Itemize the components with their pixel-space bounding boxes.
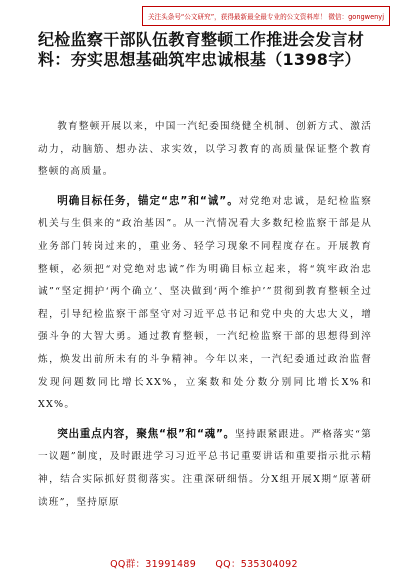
qq-group-number: QQ群：31991489: [110, 559, 197, 570]
intro-paragraph: 教育整顿开展以来，中国一汽纪委围绕健全机制、创新方式、激活动力，动脑筋、想办法、求实效，以学习教育的高质量保证整个教育整顿的高质量。: [38, 121, 372, 178]
section-2-body: 坚持跟紧跟进。严格落实“第一议题”制度，及时跟进学习习近平总书记重要讲话和重要指示批示精神，结合实际抓好贯彻落实。注重深研细悟。分X组开展X期“原著研读班”，坚持原原: [38, 428, 372, 508]
contact-footer: [0, 556, 408, 570]
qq-number: QQ：535304092: [215, 559, 298, 570]
document-body: [38, 116, 372, 514]
section-1-lead: 明确目标任务，锚定“忠”和“诚”。: [57, 194, 239, 207]
section-2-paragraph: [38, 423, 372, 514]
promo-banner: 关注头条号“公文研究”，获得最新最全最专业的公文资料库！ 微信：gongwenyj: [142, 6, 390, 26]
section-1-body: 对党绝对忠诚，是纪检监察机关与生俱来的“政治基因”。从一汽情况看大多数纪检监察干部是从业务部门转岗过来的，重业务、轻学习现象不同程度存在。开展教育整顿，必须把“对党绝对忠诚”作为明确目标立起来，将“筑牢政治忠诚”“坚定拥护‘两个确立’、坚决做到‘两个维护’”贯彻到教育整顿全过程，引导纪检监察干部坚守对习近平总书记和党中央的大忠大义，增强斗争的大智大勇。通过教育整顿，一汽纪检监察干部的思想得到淬炼，焕发出前所未有的斗争精神。今年以来，一汽纪委通过政治监督发现问题数同比增长XX%，立案数和处分数分别同比增长X%和XX%。: [38, 195, 372, 411]
document-title: 纪检监察干部队伍教育整顿工作推进会发言材料：夯实思想基础筑牢忠诚根基（1398字）: [38, 30, 365, 69]
section-1-paragraph: [38, 190, 372, 417]
section-2-lead: 突出重点内容，聚焦“根”和“魂”。: [57, 427, 235, 440]
